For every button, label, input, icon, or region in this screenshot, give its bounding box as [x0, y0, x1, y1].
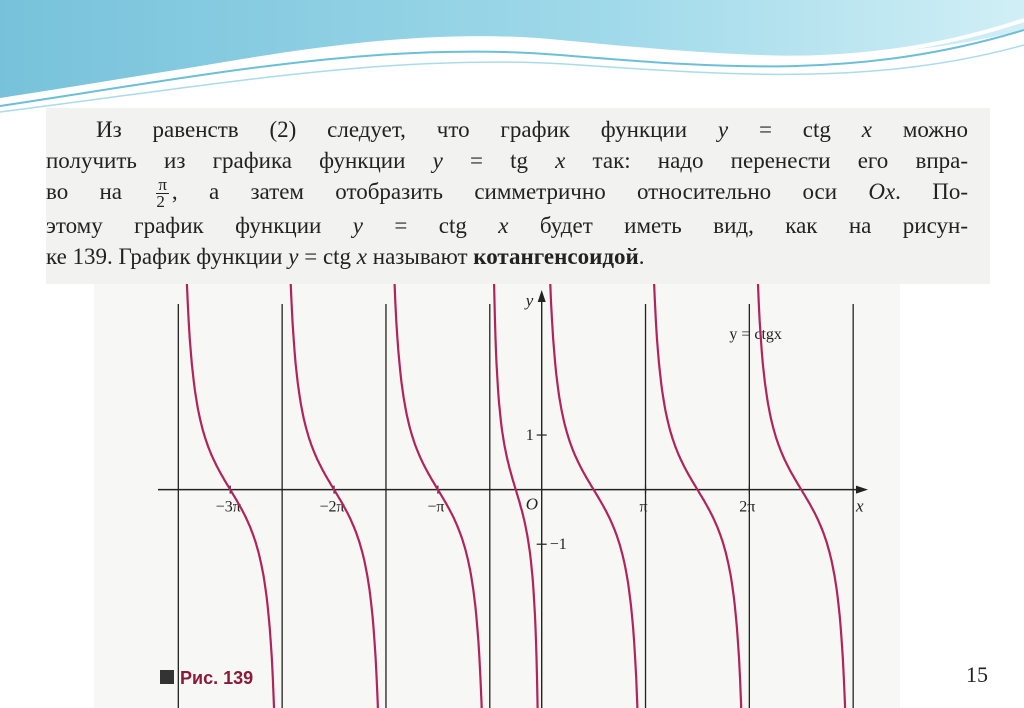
text-span: , а затем отобразить симметрично относительно оси [171, 179, 869, 204]
figure-caption [160, 668, 253, 689]
cotangent-branch [185, 284, 276, 708]
math-var-x: x [498, 213, 509, 239]
term-bold: котангенсоидой [473, 244, 639, 270]
text-span: = ctg [728, 117, 862, 142]
text-span: = ctg [298, 244, 357, 270]
y-axis-arrow [538, 290, 546, 302]
x-tick-label: −2π [319, 498, 345, 516]
text-span: так: надо перенести его впра- [565, 148, 968, 173]
text-line-4 [46, 210, 968, 241]
text-span: = tg [442, 148, 556, 173]
text-span: во на [46, 179, 154, 204]
legend-label: y = ctgx [729, 326, 782, 343]
cotangent-chart [94, 284, 900, 708]
decorative-wave-header [0, 0, 1024, 115]
text-span: можно [871, 117, 969, 142]
x-tick-label: π [639, 498, 648, 516]
text-line-3 [46, 176, 968, 210]
text-span: будет иметь вид, как на рисун- [508, 213, 968, 239]
math-var-y: y [717, 117, 729, 142]
text-span: называют [367, 244, 474, 270]
math-var-y: y [352, 213, 363, 239]
math-axis-ox: Ox [868, 179, 896, 204]
x-tick-label: −π [427, 498, 445, 516]
cotangent-branch [756, 284, 847, 708]
math-var-x: x [555, 148, 566, 173]
cotangent-branch [652, 284, 743, 708]
math-var-x: x [861, 117, 872, 142]
math-var-x: x [356, 244, 368, 270]
textbook-paragraph [46, 108, 990, 284]
text-line-1 [46, 114, 968, 145]
y-tick-label: 1 [525, 427, 534, 445]
text-span: получить из графика функции [46, 148, 433, 173]
origin-label: O [525, 494, 538, 514]
cotangent-branch [548, 284, 639, 708]
cotangent-graph-figure [94, 284, 900, 708]
x-axis-label: x [856, 496, 864, 516]
text-span: Из равенств (2) следует, что график функции [96, 117, 718, 142]
y-axis-label: y [525, 291, 534, 310]
fraction-pi-over-2 [156, 177, 169, 210]
math-var-y: y [288, 244, 299, 270]
caption-text: Рис. 139 [180, 668, 254, 688]
x-tick-label: 2π [739, 498, 756, 516]
math-var-y: y [432, 148, 443, 173]
text-span: . По- [895, 179, 968, 204]
fraction-denominator: 2 [156, 192, 165, 212]
text-span: . [638, 244, 645, 270]
fraction-numerator: π [158, 175, 167, 195]
page-number: 15 [966, 662, 988, 687]
cotangent-branch [392, 284, 483, 708]
text-line-5 [46, 241, 968, 272]
text-span: = ctg [362, 213, 499, 239]
text-span: этому график функции [46, 213, 353, 239]
x-tick-label: −3π [215, 498, 241, 516]
cotangent-branch [288, 284, 379, 708]
text-span: ке 139. График функции [46, 244, 289, 270]
text-line-2 [46, 145, 968, 176]
y-tick-label: −1 [549, 536, 567, 554]
x-axis-arrow [856, 486, 868, 494]
